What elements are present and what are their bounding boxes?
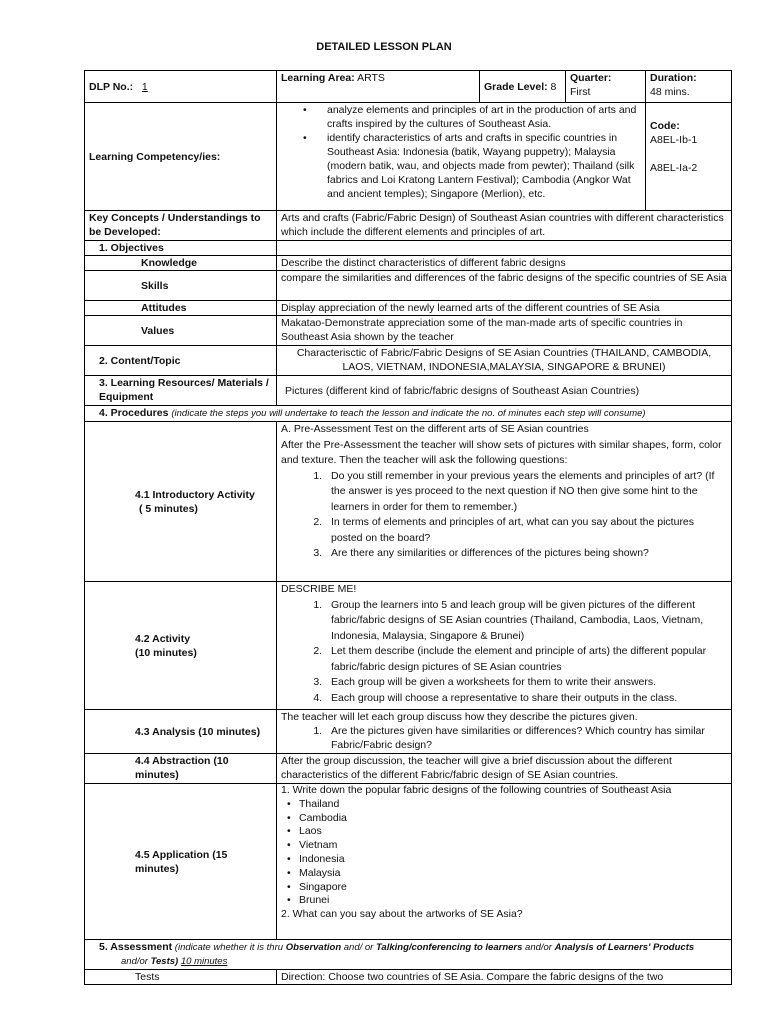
assessment-cell xyxy=(85,940,732,970)
assessment-note: (indicate whether it is thru xyxy=(174,942,284,953)
country-list xyxy=(281,798,727,908)
intro-row xyxy=(85,422,732,582)
competency-label: Learning Competency/ies: xyxy=(85,103,277,211)
country-item: • Thailand xyxy=(299,798,727,812)
abstraction-value: After the group discussion, the teacher will give a brief discussion about the different characteristics of the different Fabric/fabric design of SE Asian countries. xyxy=(277,754,732,784)
intro-questions xyxy=(281,469,727,562)
assessment-talking: Talking/conferencing to learners xyxy=(375,942,523,953)
assessment-note: and/or xyxy=(121,956,148,967)
learning-area-value: ARTS xyxy=(357,72,385,84)
dlp-no-value: 1 xyxy=(141,80,148,93)
activity-heading: DESCRIBE ME! xyxy=(281,583,357,595)
abstraction-label: 4.4 Abstraction (10 minutes) xyxy=(85,754,277,784)
lesson-plan-table xyxy=(84,70,732,985)
resources-row xyxy=(85,376,732,406)
attitudes-value: Display appreciation of the newly learned arts of the different countries of SE Asia xyxy=(277,301,732,316)
knowledge-value: Describe the distinct characteristics of different fabric designs xyxy=(277,256,732,271)
activity-label: 4.2 Activity xyxy=(135,632,191,645)
learning-area-label: Learning Area: xyxy=(281,72,355,84)
analysis-questions xyxy=(281,724,727,752)
competency-item: • analyze elements and principles of art in the production of arts and crafts inspired by the cultures of Southeast Asia. xyxy=(327,103,641,131)
activity-step: 4. Each group will choose a representative to share their outputs in the class. xyxy=(325,691,727,707)
activity-step: 3. Each group will be given a worksheets for them to write their answers. xyxy=(325,675,727,691)
procedures-label: 4. Procedures xyxy=(99,407,169,419)
activity-step: 1. Group the learners into 5 and leach group will be given pictures of the different fabric/fabric designs of SE Asian countries (Thailand, Cambodia, Laos, Vietnam, Indonesia, Malaysia, Singapore & Brunei) xyxy=(325,598,727,645)
tests-direction: Direction: Choose two countries of SE Asia. Compare the fabric designs of the two xyxy=(277,970,732,985)
learning-area-cell xyxy=(277,71,480,103)
activity-step: 2. Let them describe (include the element and principle of arts) the different popular fabric/fabric design pictures of SE Asian countries xyxy=(325,644,727,675)
activity-label-cell xyxy=(85,582,277,710)
procedures-cell xyxy=(85,406,732,422)
header-row xyxy=(85,71,732,103)
application-row xyxy=(85,784,732,940)
country-item: • Malaysia xyxy=(299,867,727,881)
objectives-value xyxy=(277,241,732,256)
assessment-note: and/ or xyxy=(343,942,374,953)
resources-label: 3. Learning Resources/ Materials / Equipment xyxy=(85,376,277,406)
attitudes-row xyxy=(85,301,732,316)
assessment-observation: Observation xyxy=(285,942,342,953)
assessment-note: and/or xyxy=(525,942,552,953)
skills-label: Skills xyxy=(85,271,277,301)
activity-steps xyxy=(281,598,727,707)
competency-item: • identify characteristics of arts and crafts in specific countries in Southeast Asia: Indonesia (batik, Wayang puppetry); Malaysia (modern batik, wau, and objects made from pewter); Thailand (silk fabrics and Loi Kratong Lantern Festival); Cambodia (Angkor Wat and ancient temples); Singapore (Merlion), etc. xyxy=(327,131,641,201)
content-row xyxy=(85,346,732,376)
code-value-1: A8EL-Ib-1 xyxy=(650,134,698,146)
assessment-row xyxy=(85,940,732,970)
assessment-minutes: 10 minutes xyxy=(180,956,228,967)
skills-value: compare the similarities and differences of the fabric designs of the specific countries of SE Asia xyxy=(277,271,732,301)
intro-heading: A. Pre-Assessment Test on the different arts of SE Asian countries xyxy=(281,423,589,435)
application-minutes: minutes) xyxy=(135,862,179,875)
application-label: 4.5 Application (15 xyxy=(135,848,228,861)
analysis-row xyxy=(85,710,732,754)
application-label-cell xyxy=(85,784,277,940)
application-content xyxy=(277,784,732,940)
duration-cell xyxy=(646,71,732,103)
intro-label: 4.1 Introductory Activity xyxy=(135,488,255,501)
code-value-2: A8EL-Ia-2 xyxy=(650,162,698,174)
procedures-row xyxy=(85,406,732,422)
country-item: • Laos xyxy=(299,825,727,839)
procedures-note: (indicate the steps you will undertake to teach the lesson and indicate the no. of minutes each step will consume) xyxy=(171,408,646,419)
grade-level-value: 8 xyxy=(550,80,557,93)
grade-level-label: Grade Level: xyxy=(484,80,548,93)
country-item: • Singapore xyxy=(299,881,727,895)
quarter-value: First xyxy=(570,86,591,98)
quarter-label: Quarter: xyxy=(570,72,612,84)
resources-value: Pictures (different kind of fabric/fabric designs of Southeast Asian Countries) xyxy=(277,376,732,406)
skills-row xyxy=(85,271,732,301)
assessment-tests: Tests) xyxy=(150,956,179,967)
code-label: Code: xyxy=(650,120,680,132)
competency-list xyxy=(281,103,641,201)
knowledge-label: Knowledge xyxy=(85,256,277,271)
knowledge-row xyxy=(85,256,732,271)
assessment-products: Analysis of Learners' Products xyxy=(554,942,695,953)
objectives-row xyxy=(85,241,732,256)
assessment-label: 5. Assessment xyxy=(99,941,173,953)
competency-row xyxy=(85,103,732,211)
abstraction-row xyxy=(85,754,732,784)
tests-row xyxy=(85,970,732,985)
quarter-cell xyxy=(566,71,646,103)
key-concepts-row xyxy=(85,211,732,241)
intro-label-cell xyxy=(85,422,277,582)
analysis-paragraph: The teacher will let each group discuss how they describe the pictures given. xyxy=(281,711,638,723)
duration-label: Duration: xyxy=(650,72,697,84)
attitudes-label: Attitudes xyxy=(85,301,277,316)
intro-question: 3. Are there any similarities or differences of the pictures being shown? xyxy=(325,546,727,562)
objectives-label: 1. Objectives xyxy=(85,241,277,256)
competency-list-cell xyxy=(277,103,646,211)
country-item: • Vietnam xyxy=(299,839,727,853)
intro-question: 1. Do you still remember in your previous years the elements and principles of art? (If the answer is yes proceed to the next question if NO then give some hint to the learners in order for them to remember.) xyxy=(325,469,727,516)
intro-question: 2. In terms of elements and principles of art, what can you say about the pictures posted on the board? xyxy=(325,515,727,546)
tests-label: Tests xyxy=(85,970,277,985)
content-value: Characterisctic of Fabric/Fabric Designs of SE Asian Countries (THAILAND, CAMBODIA, LAOS, VIETNAM, INDONESIA,MALAYSIA, SINGAPORE & BRUNEI) xyxy=(277,346,732,376)
activity-content xyxy=(277,582,732,710)
key-concepts-label: Key Concepts / Understandings to be Developed: xyxy=(85,211,277,241)
values-label: Values xyxy=(85,316,277,346)
intro-paragraph: After the Pre-Assessment the teacher will show sets of pictures with similar shapes, form, color and texture. Then the teacher will ask the following questions: xyxy=(281,438,722,466)
dlp-no-cell xyxy=(85,71,277,103)
analysis-content xyxy=(277,710,732,754)
document-title: DETAILED LESSON PLAN xyxy=(316,41,452,53)
dlp-no-label: DLP No.: xyxy=(89,80,134,93)
analysis-question: 1. Are the pictures given have similarities or differences? Which country has similar Fabric/Fabric design? xyxy=(325,724,727,752)
application-question-1: 1. Write down the popular fabric designs of the following countries of Southeast Asia xyxy=(281,784,672,796)
key-concepts-value: Arts and crafts (Fabric/Fabric Design) of Southeast Asian countries with different characteristics which include the different elements and principles of art. xyxy=(277,211,732,241)
values-row xyxy=(85,316,732,346)
intro-minutes: ( 5 minutes) xyxy=(139,502,198,515)
code-cell xyxy=(646,103,732,211)
country-item: • Brunei xyxy=(299,894,727,908)
grade-level-cell xyxy=(480,71,566,103)
country-item: • Indonesia xyxy=(299,853,727,867)
analysis-label: 4.3 Analysis (10 minutes) xyxy=(85,710,277,754)
activity-minutes: (10 minutes) xyxy=(135,646,197,659)
duration-value: 48 mins. xyxy=(650,86,690,98)
application-question-2: 2. What can you say about the artworks of SE Asia? xyxy=(281,908,523,921)
activity-row xyxy=(85,582,732,710)
intro-content xyxy=(277,422,732,582)
content-label: 2. Content/Topic xyxy=(85,346,277,376)
values-value: Makatao-Demonstrate appreciation some of the man-made arts of specific countries in Southeast Asia shown by the teacher xyxy=(277,316,732,346)
country-item: • Cambodia xyxy=(299,812,727,826)
